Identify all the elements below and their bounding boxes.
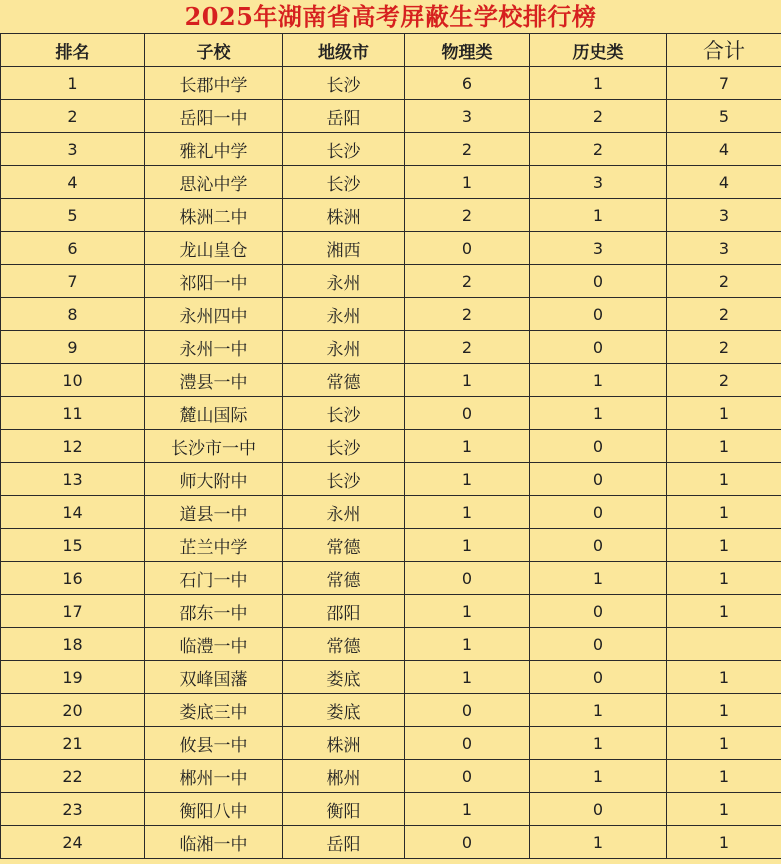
cell-history: 1 [530,562,667,595]
cell-history: 0 [530,529,667,562]
cell-rank: 8 [1,298,145,331]
cell-total: 2 [667,364,781,397]
table-row [1,199,781,232]
table-row [1,364,781,397]
header-physics: 物理类 [405,34,530,67]
cell-rank: 5 [1,199,145,232]
cell-physics: 1 [405,529,530,562]
cell-city: 株洲 [283,727,405,760]
cell-history: 0 [530,628,667,661]
cell-total: 1 [667,595,781,628]
cell-history: 0 [530,661,667,694]
cell-history: 1 [530,826,667,859]
cell-rank: 22 [1,760,145,793]
cell-history: 0 [530,298,667,331]
cell-school: 长郡中学 [145,67,283,100]
cell-school: 雅礼中学 [145,133,283,166]
table-row [1,67,781,100]
cell-school: 株洲二中 [145,199,283,232]
cell-rank: 1 [1,67,145,100]
cell-history: 1 [530,694,667,727]
cell-total: 4 [667,133,781,166]
table-row [1,826,781,859]
cell-physics: 2 [405,199,530,232]
cell-city: 郴州 [283,760,405,793]
cell-school: 长沙市一中 [145,430,283,463]
cell-physics: 1 [405,430,530,463]
cell-physics: 1 [405,595,530,628]
cell-rank: 24 [1,826,145,859]
cell-history: 0 [530,430,667,463]
header-row [1,34,781,67]
table-row [1,430,781,463]
cell-school: 永州一中 [145,331,283,364]
cell-school: 永州四中 [145,298,283,331]
cell-history: 0 [530,331,667,364]
cell-total [667,628,781,661]
cell-rank: 14 [1,496,145,529]
table-row [1,661,781,694]
cell-history: 0 [530,463,667,496]
cell-school: 双峰国藩 [145,661,283,694]
cell-physics: 6 [405,67,530,100]
cell-total: 1 [667,562,781,595]
cell-rank: 15 [1,529,145,562]
cell-physics: 1 [405,661,530,694]
cell-total: 1 [667,661,781,694]
cell-total: 1 [667,430,781,463]
cell-school: 龙山皇仓 [145,232,283,265]
cell-total: 4 [667,166,781,199]
ranking-table [0,33,781,859]
cell-city: 娄底 [283,694,405,727]
cell-total: 1 [667,529,781,562]
cell-rank: 10 [1,364,145,397]
cell-physics: 2 [405,133,530,166]
table-row [1,331,781,364]
cell-rank: 11 [1,397,145,430]
cell-rank: 9 [1,331,145,364]
cell-physics: 0 [405,232,530,265]
cell-total: 5 [667,100,781,133]
cell-school: 邵东一中 [145,595,283,628]
cell-history: 1 [530,67,667,100]
cell-physics: 2 [405,298,530,331]
cell-total: 7 [667,67,781,100]
cell-total: 1 [667,826,781,859]
cell-physics: 1 [405,628,530,661]
cell-physics: 1 [405,166,530,199]
cell-city: 长沙 [283,133,405,166]
cell-school: 临澧一中 [145,628,283,661]
cell-city: 株洲 [283,199,405,232]
cell-physics: 0 [405,694,530,727]
cell-rank: 23 [1,793,145,826]
cell-rank: 17 [1,595,145,628]
cell-city: 常德 [283,529,405,562]
cell-rank: 18 [1,628,145,661]
cell-history: 1 [530,397,667,430]
cell-city: 长沙 [283,397,405,430]
cell-rank: 2 [1,100,145,133]
cell-school: 石门一中 [145,562,283,595]
cell-physics: 0 [405,562,530,595]
table-row [1,100,781,133]
cell-history: 3 [530,166,667,199]
table-row [1,793,781,826]
cell-total: 1 [667,397,781,430]
cell-city: 邵阳 [283,595,405,628]
cell-school: 临湘一中 [145,826,283,859]
cell-total: 1 [667,793,781,826]
table-row [1,298,781,331]
cell-physics: 0 [405,397,530,430]
table-row [1,595,781,628]
cell-total: 1 [667,727,781,760]
cell-total: 1 [667,496,781,529]
cell-total: 1 [667,463,781,496]
cell-physics: 0 [405,760,530,793]
cell-history: 0 [530,595,667,628]
cell-school: 澧县一中 [145,364,283,397]
cell-city: 常德 [283,562,405,595]
cell-history: 0 [530,496,667,529]
cell-total: 2 [667,298,781,331]
cell-city: 常德 [283,628,405,661]
table-row [1,232,781,265]
table-row [1,166,781,199]
cell-city: 长沙 [283,166,405,199]
cell-rank: 7 [1,265,145,298]
cell-school: 芷兰中学 [145,529,283,562]
cell-city: 岳阳 [283,100,405,133]
cell-total: 2 [667,265,781,298]
cell-total: 1 [667,694,781,727]
table-row [1,133,781,166]
cell-city: 长沙 [283,67,405,100]
cell-school: 道县一中 [145,496,283,529]
cell-school: 师大附中 [145,463,283,496]
cell-rank: 20 [1,694,145,727]
cell-city: 长沙 [283,463,405,496]
cell-total: 2 [667,331,781,364]
cell-city: 永州 [283,265,405,298]
cell-history: 1 [530,364,667,397]
header-history: 历史类 [530,34,667,67]
cell-school: 麓山国际 [145,397,283,430]
table-row [1,760,781,793]
cell-city: 永州 [283,331,405,364]
cell-city: 永州 [283,496,405,529]
cell-rank: 4 [1,166,145,199]
cell-school: 祁阳一中 [145,265,283,298]
cell-city: 永州 [283,298,405,331]
table-row [1,727,781,760]
header-total: 合计 [667,34,781,67]
cell-rank: 19 [1,661,145,694]
cell-history: 3 [530,232,667,265]
cell-school: 岳阳一中 [145,100,283,133]
cell-city: 岳阳 [283,826,405,859]
cell-rank: 21 [1,727,145,760]
cell-total: 3 [667,232,781,265]
cell-city: 湘西 [283,232,405,265]
cell-total: 3 [667,199,781,232]
cell-rank: 13 [1,463,145,496]
cell-physics: 2 [405,265,530,298]
cell-history: 0 [530,265,667,298]
cell-school: 思沁中学 [145,166,283,199]
cell-school: 衡阳八中 [145,793,283,826]
cell-history: 1 [530,199,667,232]
cell-school: 郴州一中 [145,760,283,793]
header-rank: 排名 [1,34,145,67]
cell-history: 0 [530,793,667,826]
cell-history: 1 [530,727,667,760]
cell-history: 2 [530,100,667,133]
cell-city: 娄底 [283,661,405,694]
cell-total: 1 [667,760,781,793]
cell-rank: 16 [1,562,145,595]
table-row [1,496,781,529]
cell-city: 长沙 [283,430,405,463]
sheet-title: 2025年湖南省高考屏蔽生学校排行榜 [184,2,597,31]
cell-physics: 1 [405,463,530,496]
cell-physics: 1 [405,364,530,397]
header-school: 子校 [145,34,283,67]
table-row [1,694,781,727]
table-row [1,463,781,496]
cell-rank: 6 [1,232,145,265]
cell-rank: 3 [1,133,145,166]
table-row [1,562,781,595]
cell-physics: 1 [405,793,530,826]
cell-city: 衡阳 [283,793,405,826]
cell-school: 娄底三中 [145,694,283,727]
table-body [1,67,781,859]
table-row [1,265,781,298]
cell-physics: 1 [405,496,530,529]
cell-history: 2 [530,133,667,166]
header-city: 地级市 [283,34,405,67]
cell-city: 常德 [283,364,405,397]
table-row [1,397,781,430]
cell-physics: 0 [405,826,530,859]
cell-school: 攸县一中 [145,727,283,760]
cell-history: 1 [530,760,667,793]
cell-rank: 12 [1,430,145,463]
cell-physics: 2 [405,331,530,364]
cell-physics: 0 [405,727,530,760]
table-row [1,628,781,661]
table-row [1,529,781,562]
cell-physics: 3 [405,100,530,133]
